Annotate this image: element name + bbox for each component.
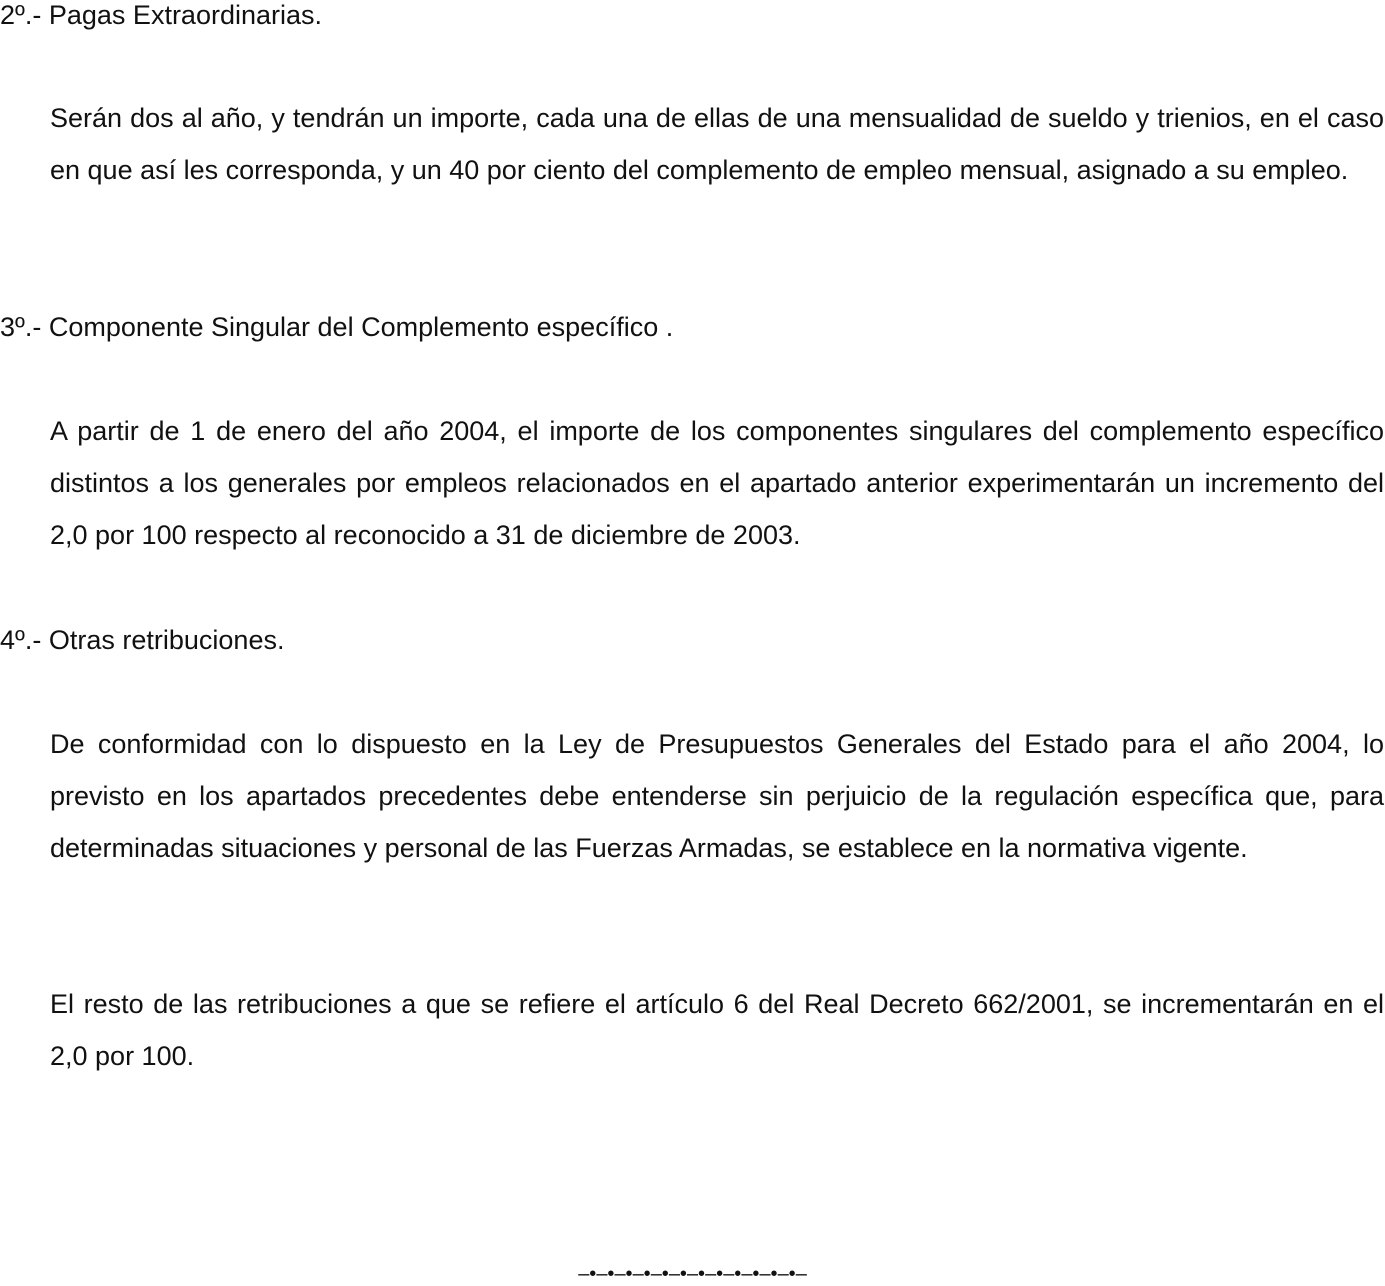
section-heading-pagas-extraordinarias: 2º.- Pagas Extraordinarias. — [0, 0, 323, 30]
paragraph-componente-singular: A partir de 1 de enero del año 2004, el importe de los componentes singulares del complemento específico distintos a los generales por empleos relacionados en el apartado anterior experimentarán un incremento del 2,0 por 100 respecto al reconocido a 31 de diciembre de 2003. — [50, 416, 1384, 550]
paragraph-otras-retribuciones-incremento: El resto de las retribuciones a que se refiere el artículo 6 del Real Decreto 662/2001, se incrementarán en el 2,0 por 100. — [50, 989, 1384, 1071]
paragraph-otras-retribuciones-normativa: De conformidad con lo dispuesto en la Ley de Presupuestos Generales del Estado para el año 2004, lo previsto en los apartados precedentes debe entenderse sin perjuicio de la regulación específica que, para determinadas situaciones y personal de las Fuerzas Armadas, se establece en la normativa vigente. — [50, 729, 1384, 863]
section-heading-otras-retribuciones: 4º.- Otras retribuciones. — [0, 625, 285, 655]
section-heading-componente-singular: 3º.- Componente Singular del Complemento específico . — [0, 312, 674, 342]
paragraph-pagas-extraordinarias: Serán dos al año, y tendrán un importe, cada una de ellas de una mensualidad de sueldo y trienios, en el caso en que así les corresponda, y un 40 por ciento del complemento de empleo mensual, asignado a su empleo. — [50, 103, 1384, 185]
end-of-document-separator: –•–•–•–•–•–•–•–•–•–•–•–•– — [578, 1263, 807, 1285]
